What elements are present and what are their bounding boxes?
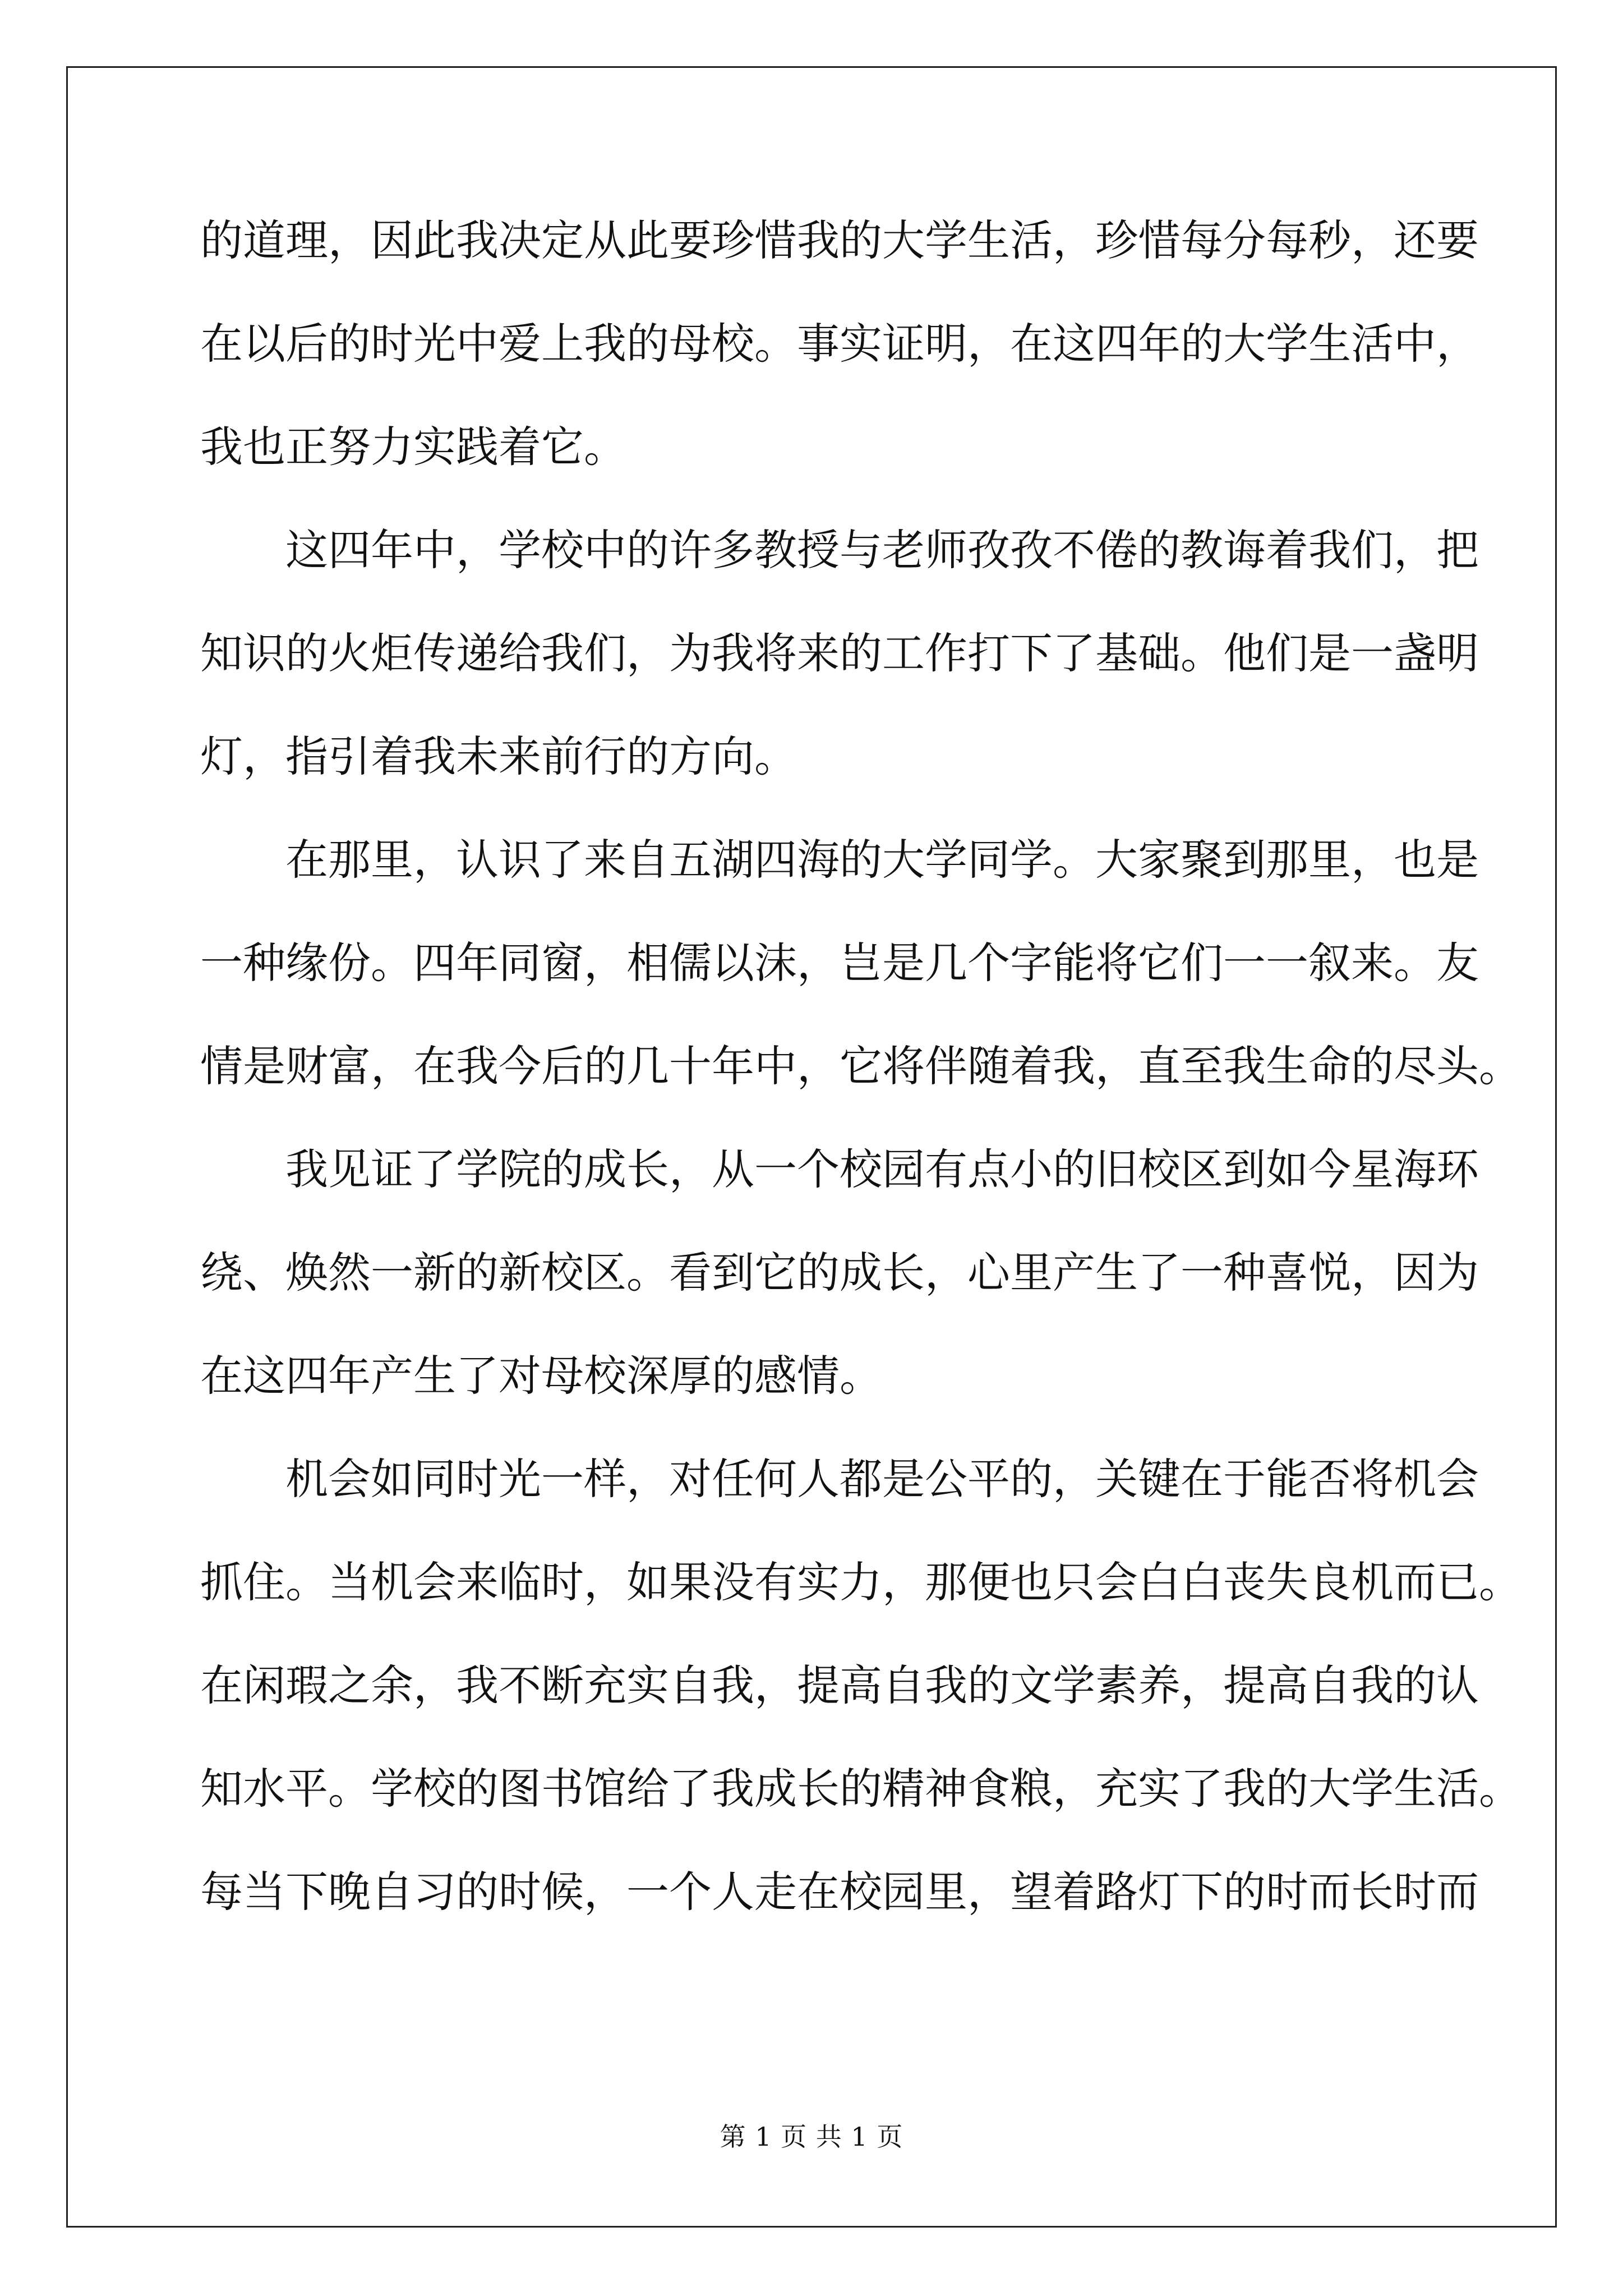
text-line: 在以后的时光中爱上我的母校。事实证明，在这四年的大学生活中， bbox=[200, 319, 1479, 369]
paragraph-first-line: 这四年中，学校中的许多教授与老师孜孜不倦的教诲着我们，把 bbox=[285, 525, 1479, 575]
text-line: 的道理，因此我决定从此要珍惜我的大学生活，珍惜每分每秒，还要 bbox=[200, 215, 1479, 265]
text-line: 情是财富，在我今后的几十年中，它将伴随着我，直至我生命的尽头。 bbox=[200, 1041, 1521, 1091]
text-line: 一种缘份。四年同窗，相儒以沫，岂是几个字能将它们一一叙来。友 bbox=[200, 938, 1479, 988]
text-line: 在闲瑕之余，我不断充实自我，提高自我的文学素养，提高自我的认 bbox=[200, 1660, 1479, 1710]
text-line: 绕、焕然一新的新校区。看到它的成长，心里产生了一种喜悦，因为 bbox=[200, 1248, 1479, 1297]
paragraph-first-line: 机会如同时光一样，对任何人都是公平的，关键在于能否将机会 bbox=[285, 1454, 1479, 1504]
text-line: 灯，指引着我未来前行的方向。 bbox=[200, 731, 797, 781]
text-line: 在这四年产生了对母校深厚的感情。 bbox=[200, 1351, 882, 1401]
page-footer: 第 1 页 共 1 页 bbox=[720, 2122, 903, 2152]
text-line: 知识的火炬传递给我们，为我将来的工作打下了基础。他们是一盏明 bbox=[200, 628, 1479, 678]
text-line: 每当下晚自习的时候，一个人走在校园里，望着路灯下的时而长时而 bbox=[200, 1867, 1479, 1917]
text-line: 抓住。当机会来临时，如果没有实力，那便也只会白白丧失良机而已。 bbox=[200, 1557, 1521, 1607]
paragraph-first-line: 我见证了学院的成长，从一个校园有点小的旧校区到如今星海环 bbox=[285, 1144, 1479, 1194]
text-line: 知水平。学校的图书馆给了我成长的精神食粮，充实了我的大学生活。 bbox=[200, 1764, 1521, 1814]
paragraph-first-line: 在那里，认识了来自五湖四海的大学同学。大家聚到那里，也是 bbox=[285, 835, 1479, 885]
document-body bbox=[200, 206, 1521, 1961]
text-line: 我也正努力实践着它。 bbox=[200, 422, 626, 472]
